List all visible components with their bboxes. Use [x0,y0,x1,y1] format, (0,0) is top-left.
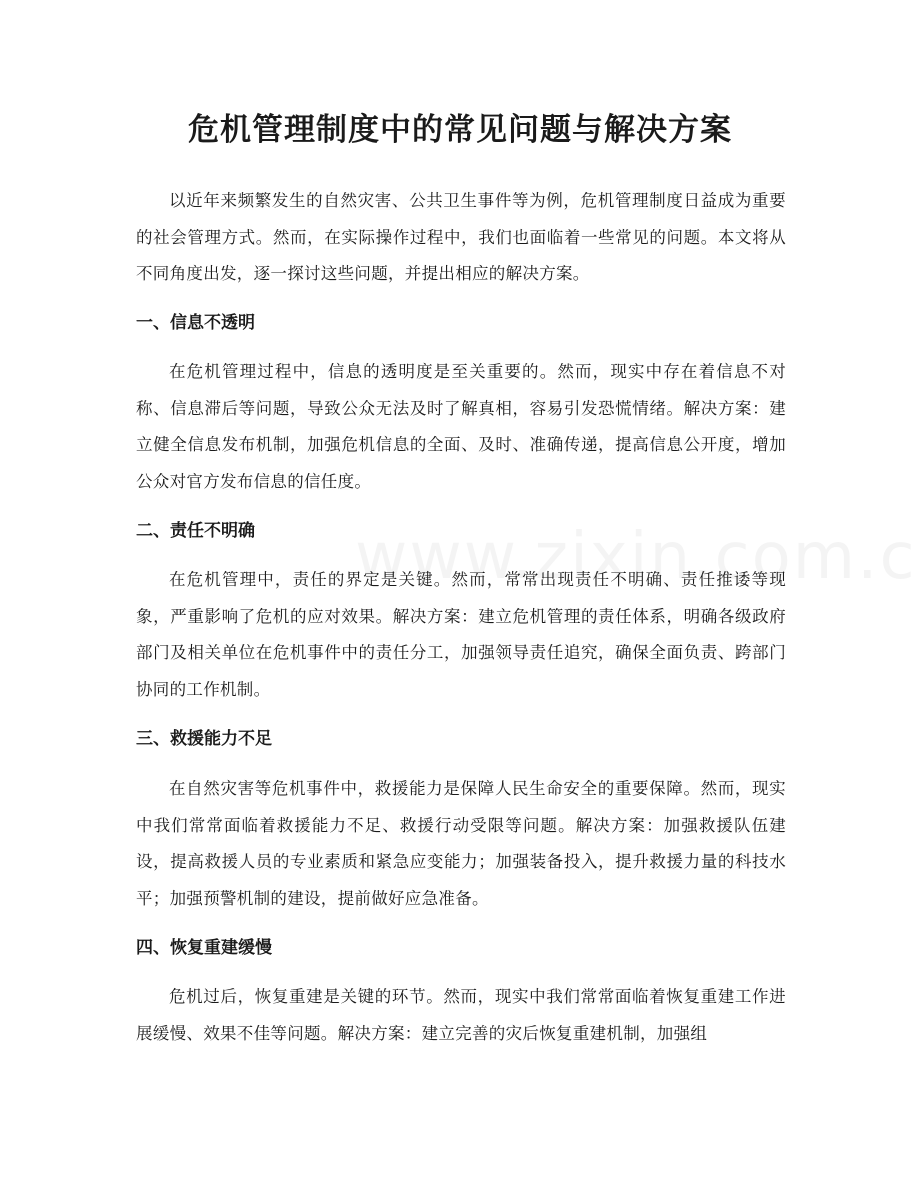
section-body-1: 在危机管理过程中，信息的透明度是至关重要的。然而，现实中存在着信息不对称、信息滞后等问题，导致公众无法及时了解真相，容易引发恐慌情绪。解决方案：建立健全信息发布机制，加强危机信息的全面、及时、准确传递，提高信息公开度，增加公众对官方发布信息的信任度。 [136,362,786,491]
intro-paragraph: 以近年来频繁发生的自然灾害、公共卫生事件等为例，危机管理制度日益成为重要的社会管理方式。然而，在实际操作过程中，我们也面临着一些常见的问题。本文将从不同角度出发，逐一探讨这些问题，并提出相应的解决方案。 [136,191,786,283]
section-body-3: 在自然灾害等危机事件中，救援能力是保障人民生命安全的重要保障。然而，现实中我们常常面临着救援能力不足、救援行动受限等问题。解决方案：加强救援队伍建设，提高救援人员的专业素质和紧急应变能力；加强装备投入，提升救援力量的科技水平；加强预警机制的建设，提前做好应急准备。 [136,779,786,908]
section-heading-4: 四、恢复重建缓慢 [136,938,272,958]
page-title: 危机管理制度中的常见问题与解决方案 [188,112,732,148]
section-heading-2: 二、责任不明确 [136,521,255,541]
section-heading-1: 一、信息不透明 [136,313,255,333]
section-heading-3: 三、救援能力不足 [136,729,272,749]
section-body-2: 在危机管理中，责任的界定是关键。然而，常常出现责任不明确、责任推诿等现象，严重影响了危机的应对效果。解决方案：建立危机管理的责任体系，明确各级政府部门及相关单位在危机事件中的责任分工，加强领导责任追究，确保全面负责、跨部门协同的工作机制。 [136,570,786,699]
section-body-4: 危机过后，恢复重建是关键的环节。然而，现实中我们常常面临着恢复重建工作进展缓慢、效果不佳等问题。解决方案：建立完善的灾后恢复重建机制，加强组 [136,987,786,1043]
